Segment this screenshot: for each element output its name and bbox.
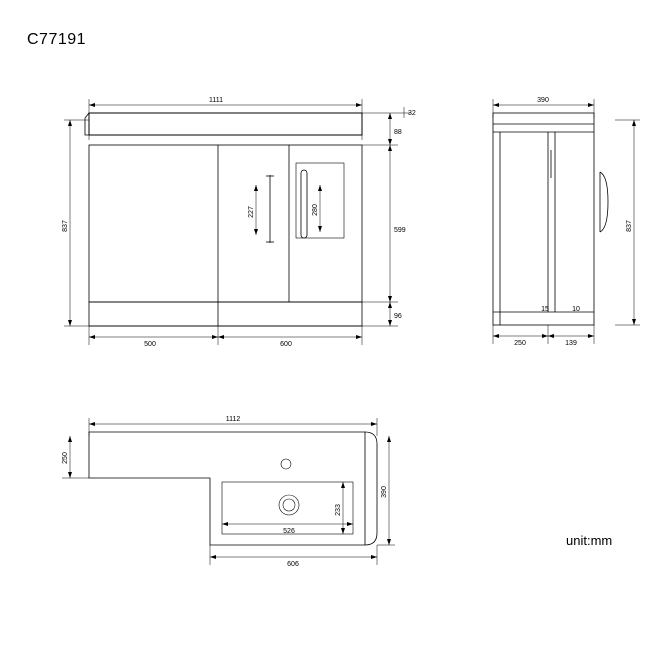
dim-front-handle-large: 280 bbox=[312, 204, 319, 216]
dim-side-base-left: 250 bbox=[514, 340, 526, 347]
dim-plan-basin-width: 526 bbox=[283, 528, 295, 535]
dim-front-right-door-width: 600 bbox=[280, 341, 292, 348]
unit-note: unit:mm bbox=[566, 533, 613, 548]
dim-front-plinth-height: 96 bbox=[394, 313, 402, 320]
dim-front-door-height: 599 bbox=[394, 227, 406, 234]
dim-front-left-door-width: 500 bbox=[144, 341, 156, 348]
dim-front-total-height: 837 bbox=[62, 220, 69, 232]
dim-side-base-right: 139 bbox=[565, 340, 577, 347]
dim-side-total-height: 837 bbox=[626, 220, 633, 232]
page-title: C77191 bbox=[27, 31, 87, 48]
dim-plan-shallow-depth: 250 bbox=[62, 452, 69, 464]
dim-side-overall-depth: 390 bbox=[537, 97, 549, 104]
dim-front-overall-width: 1111 bbox=[208, 97, 224, 104]
dim-front-top-trim-depth: 32 bbox=[408, 110, 416, 117]
dim-side-panel-gap-right: 10 bbox=[572, 306, 580, 313]
dim-plan-overall-width: 1112 bbox=[225, 416, 241, 423]
dim-side-panel-gap-left: 15 bbox=[541, 306, 549, 313]
dim-front-top-band-height: 88 bbox=[394, 129, 402, 136]
dim-plan-basin-depth: 233 bbox=[335, 504, 342, 516]
dim-front-handle-small: 227 bbox=[248, 206, 255, 218]
dim-plan-overall-depth: 390 bbox=[381, 486, 388, 498]
dim-plan-front-section-width: 606 bbox=[287, 561, 299, 568]
